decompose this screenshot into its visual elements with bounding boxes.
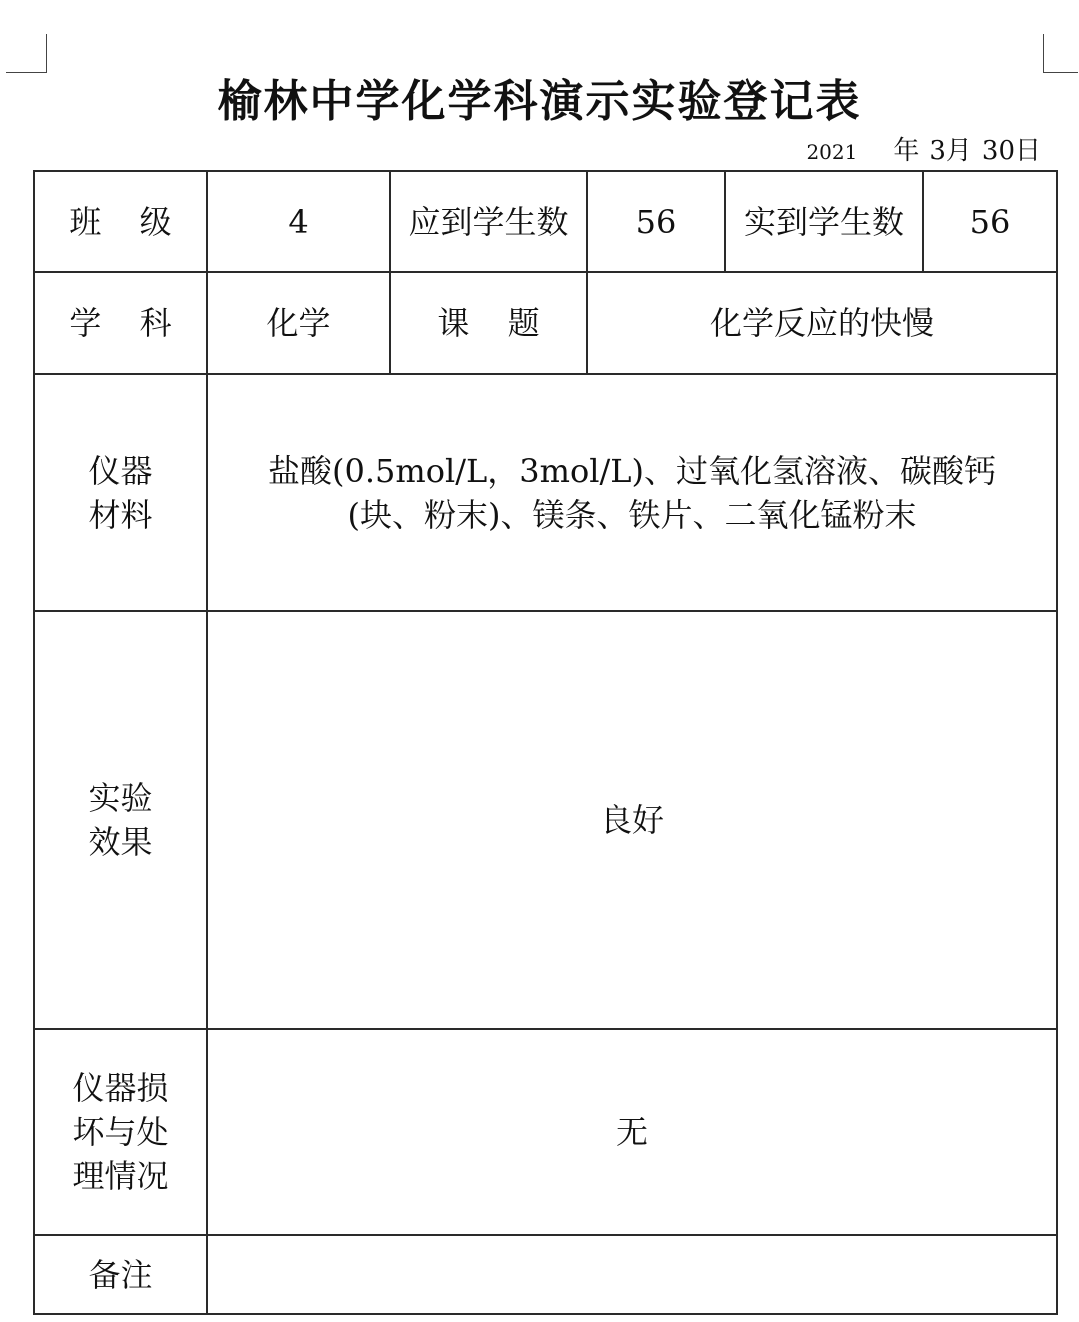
effect-label-line1: 实验 <box>88 779 153 817</box>
class-label: 班 级 <box>69 202 186 241</box>
materials-label-cell <box>34 374 207 611</box>
form-title: 榆林中学化学科演示实验登记表 <box>217 76 862 127</box>
materials-label-line2: 材料 <box>88 495 153 534</box>
materials-line1: 盐酸(0.5mol/L，3mol/L)、过氧化氢溶液、碳酸钙 <box>268 451 996 490</box>
damage-label-line2: 坏与处 <box>72 1113 169 1151</box>
subject-value: 化学 <box>266 304 331 342</box>
damage-label-line3: 理情况 <box>72 1157 169 1195</box>
damage-value-cell <box>207 1029 1057 1235</box>
topic-value-cell <box>587 272 1057 374</box>
topic-label: 课 题 <box>437 304 554 342</box>
materials-line2: (块、粉末)、镁条、铁片、二氧化锰粉末 <box>347 495 917 534</box>
damage-label-cell <box>34 1029 207 1235</box>
damage-label-line1: 仪器损 <box>72 1069 169 1107</box>
topic-value: 化学反应的快慢 <box>709 304 934 342</box>
actual-students-value-cell <box>923 171 1057 272</box>
remarks-label-cell <box>34 1235 207 1314</box>
crop-mark-top-left <box>6 34 47 73</box>
class-value-cell <box>207 171 390 272</box>
row-subject-topic <box>34 272 1057 374</box>
actual-students-value: 56 <box>969 202 1011 241</box>
materials-value-cell <box>207 374 1057 611</box>
row-effect <box>34 611 1057 1029</box>
remarks-label: 备注 <box>88 1255 153 1294</box>
subject-label: 学 科 <box>69 304 186 342</box>
date-year-label: 年 <box>893 136 920 166</box>
expected-students-label-cell <box>390 171 587 272</box>
remarks-value-cell <box>207 1235 1057 1314</box>
row-remarks <box>34 1235 1057 1314</box>
actual-students-label: 实到学生数 <box>743 202 904 241</box>
row-materials <box>34 374 1057 611</box>
actual-students-label-cell <box>725 171 923 272</box>
effect-value-cell <box>207 611 1057 1029</box>
class-value: 4 <box>288 202 309 241</box>
effect-value: 良好 <box>599 801 664 839</box>
subject-value-cell <box>207 272 390 374</box>
date-year: 2021 <box>806 140 858 164</box>
date-month: 3月 <box>929 136 972 166</box>
experiment-register-table <box>33 170 1058 1315</box>
row-damage <box>34 1029 1057 1235</box>
form-date <box>806 134 1041 169</box>
materials-label-line1: 仪器 <box>88 451 153 490</box>
effect-label-cell <box>34 611 207 1029</box>
expected-students-value: 56 <box>635 202 677 241</box>
effect-label-line2: 效果 <box>88 823 153 861</box>
subject-label-cell <box>34 272 207 374</box>
damage-value: 无 <box>615 1113 648 1151</box>
row-class-info <box>34 171 1057 272</box>
crop-mark-top-right <box>1043 34 1078 73</box>
class-label-cell <box>34 171 207 272</box>
date-day: 30日 <box>981 136 1041 166</box>
expected-students-label: 应到学生数 <box>408 202 569 241</box>
expected-students-value-cell <box>587 171 725 272</box>
topic-label-cell <box>390 272 587 374</box>
